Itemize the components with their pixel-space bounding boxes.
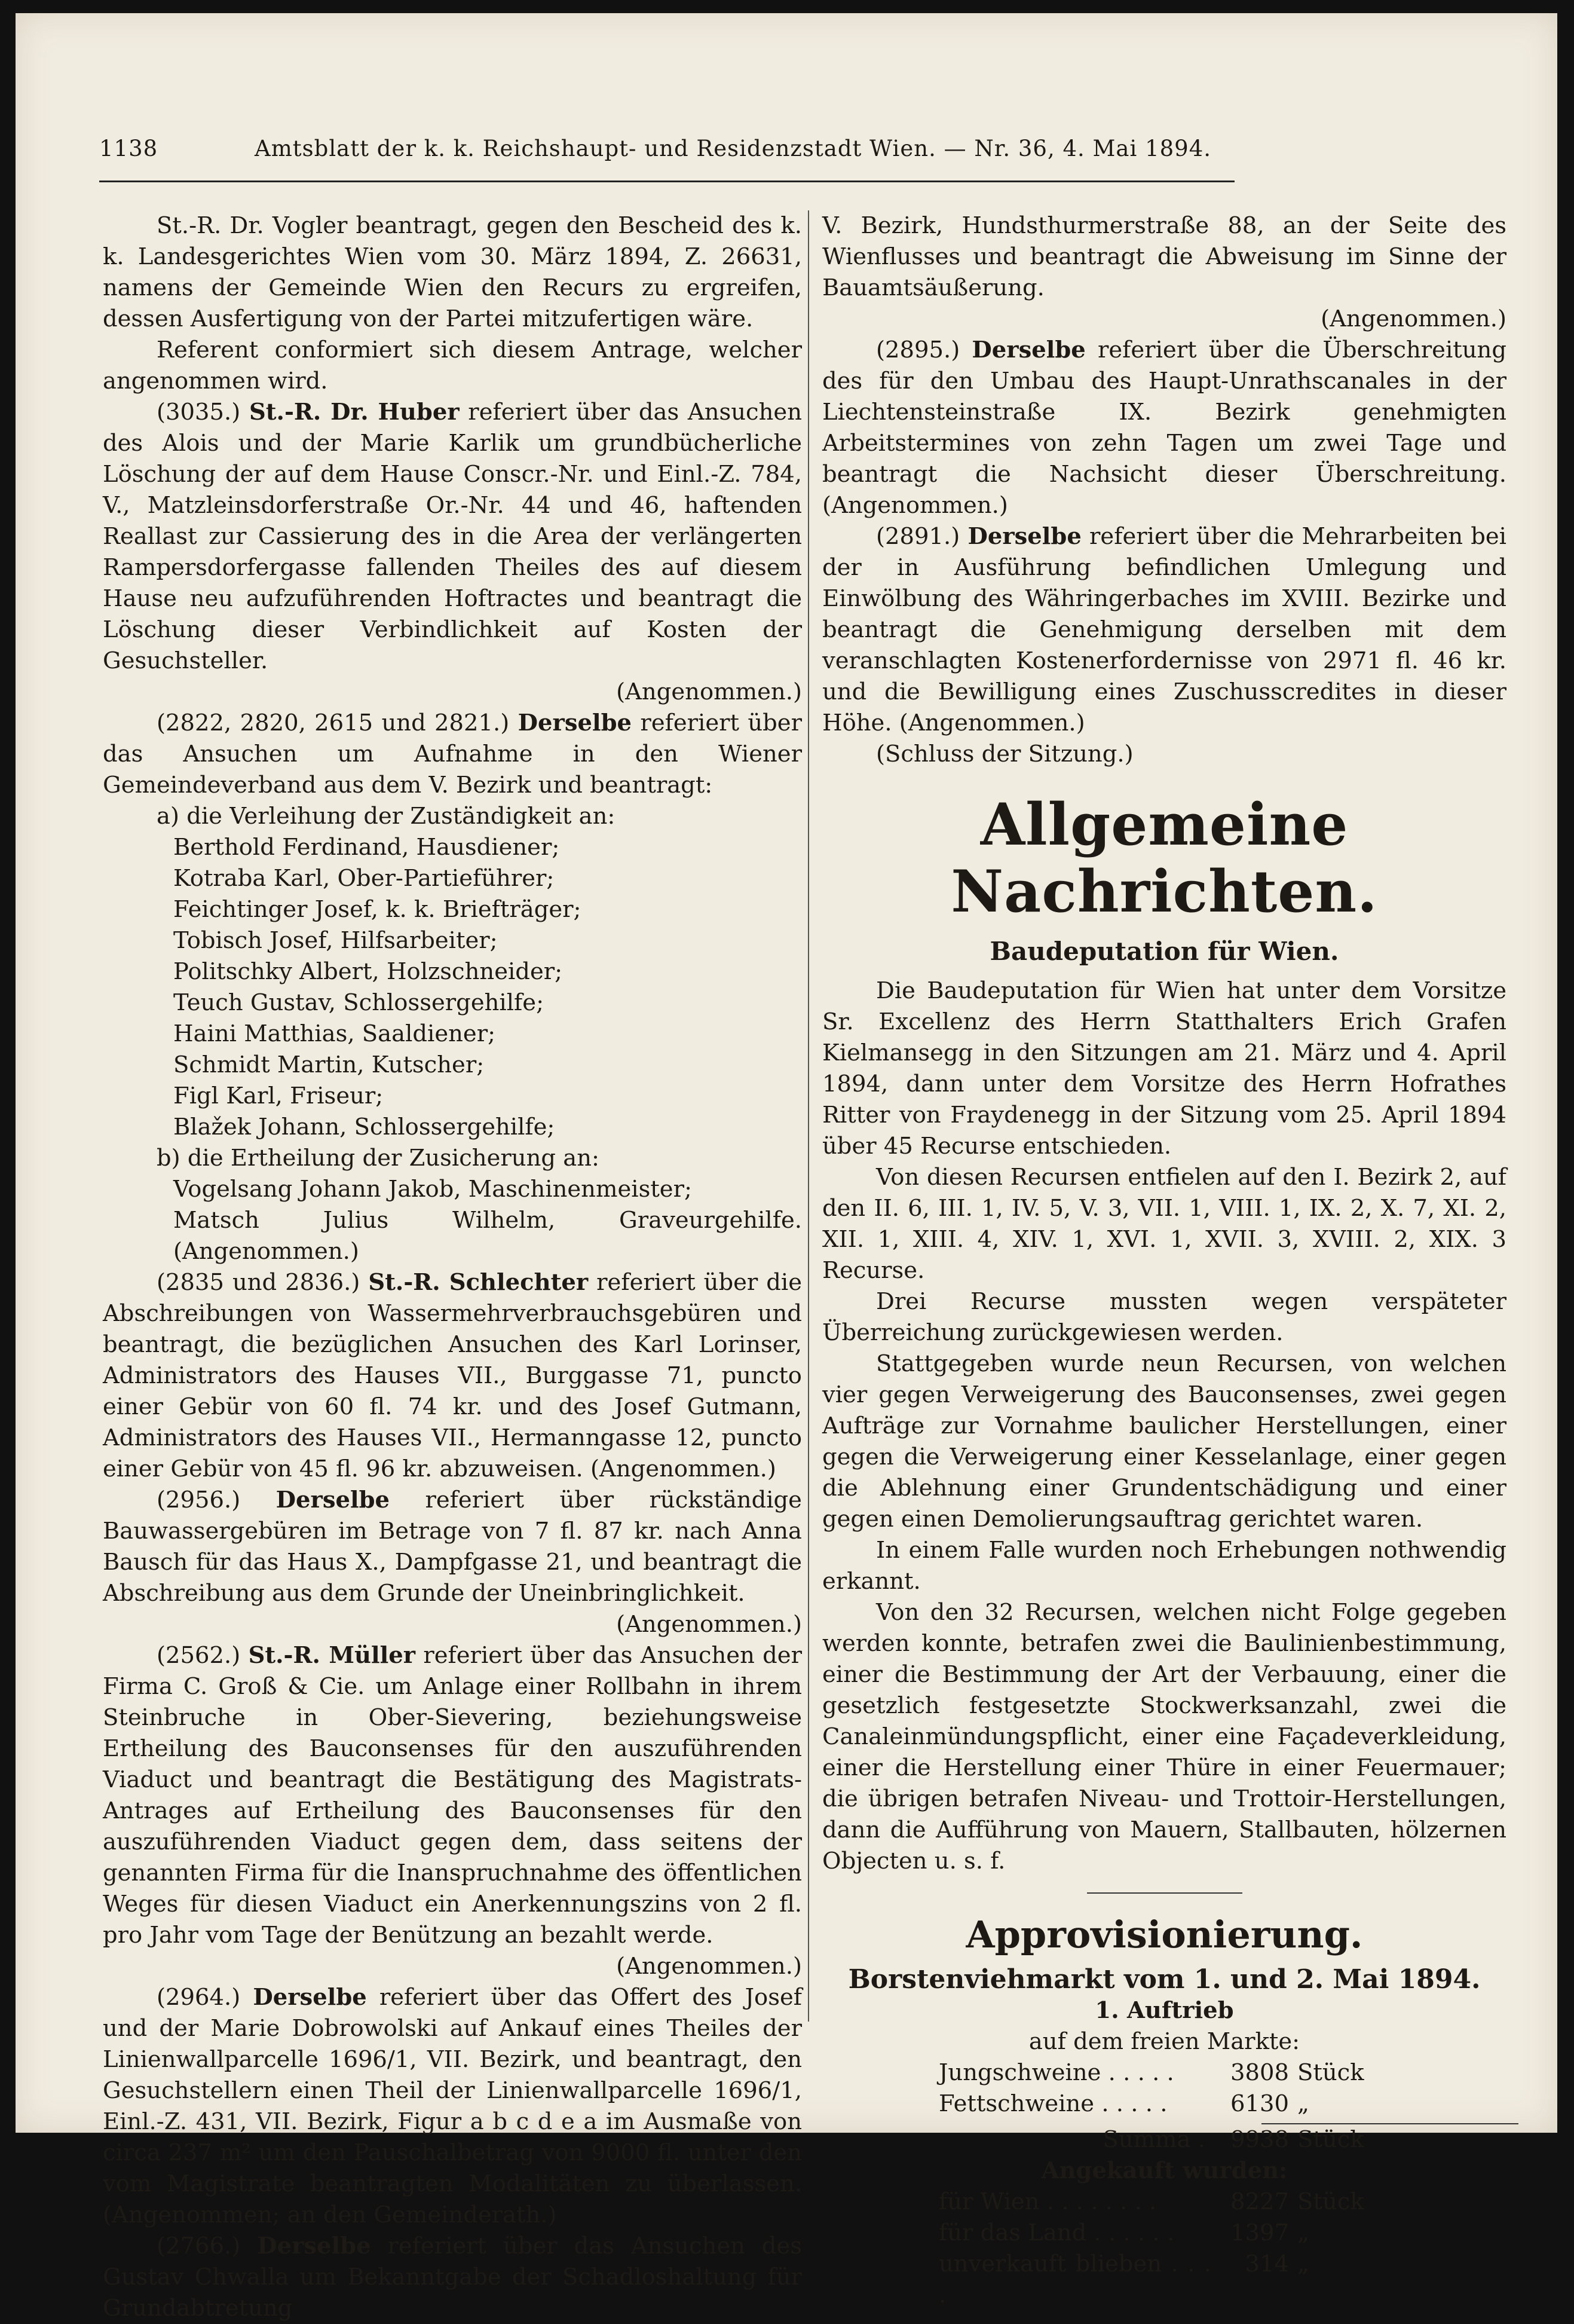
paragraph: In einem Falle wurden noch Erhebungen nothwendig erkannt. (822, 1537, 1506, 1595)
newspaper-page (16, 13, 1557, 2322)
item-text: referiert über die Mehrarbeiten bei der in Ausführung befindlichen Umlegung und Einwölbung des Währingerbaches im XVIII. Bezirke und beantragt die Genehmigung derselben mit dem veranschlagten Kostenerfordernisse von 2971 fl. 46 kr. und die Bewilligung eines Zuschusscredites in dieser Höhe. (Angenommen.) (822, 523, 1506, 736)
row-unit: Stück (1297, 2059, 1364, 2086)
sum-row (939, 2124, 1369, 2155)
item-number: (2891.) (876, 523, 960, 550)
row-unit: „ (1297, 2090, 1309, 2117)
row-unit: Stück (1297, 2188, 1364, 2215)
angekauft-table (939, 2187, 1369, 2311)
speaker: Derselbe (275, 1487, 390, 1513)
session-end: (Schluss der Sitzung.) (876, 741, 1134, 767)
row-label: unverkauft blieben . . . . (939, 2250, 1211, 2308)
list-item: Figl Karl, Friseur; (173, 1083, 384, 1109)
list-heading-a: a) die Verleihung der Zuständigkeit an: (157, 803, 615, 830)
header-rule (99, 181, 1235, 182)
decision: (Angenommen.) (1321, 305, 1506, 332)
row-unit: „ (1297, 2250, 1309, 2277)
item-number: (3035.) (157, 399, 241, 426)
page-header (99, 136, 1235, 161)
column-divider (808, 210, 809, 2022)
list-item: Haini Matthias, Saaldiener; (173, 1020, 496, 1047)
row-label: Jungschweine . . . . . (939, 2059, 1174, 2086)
decision: (Angenommen.) (616, 1953, 802, 1980)
auftrieb-heading: 1. Auftrieb (1095, 1997, 1234, 2024)
list-item: Politschky Albert, Holzschneider; (173, 958, 563, 985)
item-number: (2822, 2820, 2615 und 2821.) (157, 710, 510, 736)
item-text: referiert über das Ansuchen des Alois und der Marie Karlik um grundbücherliche Löschung der auf dem Hause Conscr.-Nr. und Einl.-Z. 784, V., Matzleinsdorferstraße Or.-Nr. 44 und 46, haftenden Reallast zur Cassierung des in die Area der verlängerten Rampersdorfergasse fallenden Theiles des auf diesem Hause neu aufzuführenden Hoftractes und beantragt die Löschung dieser Verbindlichkeit auf Kosten der Gesuchsteller. (103, 399, 802, 674)
running-title: Amtsblatt der k. k. Reichshaupt- und Residenzstadt Wien. — Nr. 36, 4. Mai 1894. (255, 136, 1212, 161)
subsection-title: Baudeputation für Wien. (990, 937, 1339, 966)
paragraph: V. Bezirk, Hundsthurmerstraße 88, an der Seite des Wienflusses und beantragt die Abweisung im Sinne der Bauamtsäußerung. (822, 212, 1506, 301)
row-value: 3808 (1230, 2059, 1289, 2086)
item-text: referiert über das Ansuchen um Aufnahme in den Wiener Gemeindeverband aus dem V. Bezirk und beantragt: (103, 710, 802, 799)
item-2835 (103, 1267, 802, 1485)
paragraph: Stattgegeben wurde neun Recursen, von welchen vier gegen Verweigerung des Bauconsenses, zwei gegen Aufträge zur Vornahme baulicher Herstellungen, einer gegen die Verweigerung einer Kesselanlage, einer gegen die Ablehnung einer Grundentschädigung und einer gegen einen Demolierungsauftrag gerichtet waren. (822, 1350, 1506, 1533)
item-text: referiert über rückständige Bauwassergebüren im Betrage von 7 fl. 87 kr. nach Anna Bausch für das Haus X., Dampfgasse 21, und beantragt die Abschreibung aus dem Grunde der Uneinbringlichkeit. (103, 1487, 802, 1607)
list-item: Teuch Gustav, Schlossergehilfe; (173, 989, 544, 1016)
row-value: 9938 (1230, 2126, 1289, 2153)
item-2822 (103, 708, 802, 801)
speaker: St.-R. Müller (248, 1642, 416, 1669)
paragraph: Von diesen Recursen entfielen auf den I. Bezirk 2, auf den II. 6, III. 1, IV. 5, V. 3, VII. 1, VIII. 1, IX. 2, X. 7, XI. 2, XII. 1, XIII. 4, XIV. 1, XVI. 1, XVII. 3, XVIII. 2, XIX. 3 Recurse. (822, 1164, 1506, 1284)
angekauft-heading: Angekauft wurden: (1041, 2157, 1288, 2184)
item-text: referiert über das Ansuchen der Firma C. Groß & Cie. um Anlage einer Rollbahn in ihrem Steinbruche in Ober-Sievering, beziehungsweise Ertheilung des Bauconsenses für den auszuführenden Viaduct und beantragt die Bestätigung des Magistrats-Antrages auf Ertheilung des Bauconsenses für den auszuführenden Viaduct gegen dem, dass seitens der genannten Firma für die Inanspruchnahme des öffentlichen Weges für diesen Viaduct ein Anerkennungszins von 2 fl. pro Jahr vom Tage der Benützung an bezahlt werde. (103, 1642, 802, 1949)
list-item: Vogelsang Johann Jakob, Maschinenmeister; (173, 1176, 692, 1203)
table-row (939, 2249, 1369, 2311)
table-row (939, 2057, 1369, 2088)
paragraph: Die Baudeputation für Wien hat unter dem Vorsitze Sr. Excellenz des Herrn Statthalters Erich Grafen Kielmansegg in den Sitzungen am 21. März und 4. April 1894, dann unter dem Vorsitze des Herrn Hofrathes Ritter von Fraydenegg in der Sitzung vom 25. April 1894 über 45 Recurse entschieden. (822, 977, 1506, 1160)
item-2895 (822, 335, 1506, 521)
row-value: 8227 (1230, 2188, 1289, 2215)
item-number: (2895.) (876, 337, 960, 363)
market-title: Borstenviehmarkt vom 1. und 2. Mai 1894. (848, 1964, 1481, 1995)
row-unit: Stück (1297, 2126, 1364, 2153)
item-text: referiert über die Abschreibungen von Wassermehrverbrauchsgebüren und beantragt, die bezüglichen Ansuchen des Karl Lorinser, Administrators des Hauses VII., Burggasse 71, puncto einer Gebür von 60 fl. 74 kr. und des Josef Gutmann, Administrators des Hauses VII., Hermanngasse 12, puncto einer Gebür von 45 fl. 96 kr. abzuweisen. (Angenommen.) (103, 1269, 802, 1482)
list-item: Berthold Ferdinand, Hausdiener; (173, 834, 560, 861)
item-2766 (103, 2231, 802, 2324)
paragraph: Drei Recurse mussten wegen verspäteter Überreichung zurückgewiesen werden. (822, 1288, 1506, 1346)
section-divider (1087, 1892, 1242, 1894)
row-label: Summa . (1103, 2126, 1205, 2153)
row-label: für Wien . . . . . . . . (939, 2188, 1157, 2215)
list-item: Feichtinger Josef, k. k. Briefträger; (173, 896, 581, 923)
table-row (939, 2187, 1369, 2218)
row-value: 6130 (1230, 2090, 1289, 2117)
list-item: Kotraba Karl, Ober-Partieführer; (173, 865, 555, 892)
list-heading-b: b) die Ertheilung der Zusicherung an: (157, 1145, 599, 1172)
item-3035 (103, 397, 802, 677)
table-row (939, 2218, 1369, 2249)
speaker: Derselbe (972, 337, 1086, 363)
approvisionierung-title: Approvisionierung. (966, 1913, 1363, 1956)
item-text: referiert über das Offert des Josef und der Marie Dobrowolski auf Ankauf eines Theiles der Linienwallparcelle 1696/1, VII. Bezirk, und beantragt, den Gesuchstellern einen Theil der Linienwallparcelle 1696/1, Einl.-Z. 431, VII. Bezirk, Figur a b c d e a im Ausmaße von circa 237 m² um den Pauschalbetrag von 9000 fl. unter den vom Magistrate beantragten Modalitäten zu überlassen. (Angenommen; an den Gemeinderath.) (103, 1984, 802, 2228)
item-number: (2956.) (157, 1487, 241, 1513)
table-row (939, 2088, 1369, 2120)
item-2964 (103, 1982, 802, 2231)
speaker: Derselbe (253, 1984, 367, 2011)
market-subheading: auf dem freien Markte: (1028, 2028, 1300, 2055)
paragraph: Von den 32 Recursen, welchen nicht Folge gegeben werden konnte, betrafen zwei die Baulinienbestimmung, einer die Bestimmung der Art der Verbauung, einer die gesetzlich festgesetzte Stockwerksanzahl, zwei die Canaleinmündungspflicht, einer eine Façadeverkleidung, einer die Herstellung einer Thüre in einer Feuermauer; die übrigen betrafen Niveau- und Trottoir-Herstellungen, dann die Aufführung von Mauern, Stallbauten, hölzernen Objecten u. s. f. (822, 1599, 1506, 1875)
item-number: (2562.) (157, 1642, 241, 1669)
item-2891 (822, 521, 1506, 739)
decision: (Angenommen.) (616, 678, 802, 705)
item-number: (2766.) (157, 2233, 241, 2259)
left-column (103, 210, 802, 2324)
item-text: referiert über das Ansuchen des Gustav Chwalla um Bekanntgabe der Schadloshaltung für Grundabtretung (103, 2233, 802, 2322)
speaker: St.-R. Schlechter (368, 1269, 589, 1296)
item-2562 (103, 1640, 802, 1951)
speaker: St.-R. Dr. Huber (249, 399, 460, 426)
item-number: (2964.) (157, 1984, 241, 2011)
speaker: Derselbe (967, 523, 1082, 550)
row-value: 314 (1245, 2250, 1289, 2277)
row-label: Fettschweine . . . . . (939, 2090, 1168, 2117)
row-label: für das Land . . . . . . (939, 2219, 1175, 2246)
page-number: 1138 (99, 136, 158, 161)
decision: (Angenommen.) (616, 1611, 802, 1638)
list-item: Blažek Johann, Schlossergehilfe; (173, 1114, 555, 1140)
item-number: (2835 und 2836.) (157, 1269, 360, 1296)
right-column (822, 210, 1506, 2311)
speaker: Derselbe (517, 710, 632, 736)
section-title: Allgemeine Nachrichten. (951, 791, 1378, 925)
item-text: referiert über die Überschreitung des für den Umbau des Haupt-Unrathscanales in der Liechtensteinstraße IX. Bezirk genehmigten Arbeitstermines von zehn Tagen um zwei Tage und beantragt die Nachsicht dieser Überschreitung. (Angenommen.) (822, 337, 1506, 519)
speaker: Derselbe (257, 2233, 371, 2259)
list-item: Tobisch Josef, Hilfsarbeiter; (173, 927, 498, 954)
item-2956 (103, 1485, 802, 1609)
list-item: Schmidt Martin, Kutscher; (173, 1051, 485, 1078)
row-value: 1397 (1230, 2219, 1289, 2246)
paragraph: St.-R. Dr. Vogler beantragt, gegen den Bescheid des k. k. Landesgerichtes Wien vom 30. März 1894, Z. 26631, namens der Gemeinde Wien den Recurs zu ergreifen, dessen Ausfertigung von der Partei mitzufertigen wäre. (103, 212, 802, 332)
auftrieb-table (939, 2057, 1369, 2155)
paragraph: Referent conformiert sich diesem Antrage, welcher angenommen wird. (103, 337, 802, 395)
list-item: Matsch Julius Wilhelm, Graveurgehilfe. (Angenommen.) (173, 1207, 802, 1265)
row-unit: „ (1297, 2219, 1309, 2246)
